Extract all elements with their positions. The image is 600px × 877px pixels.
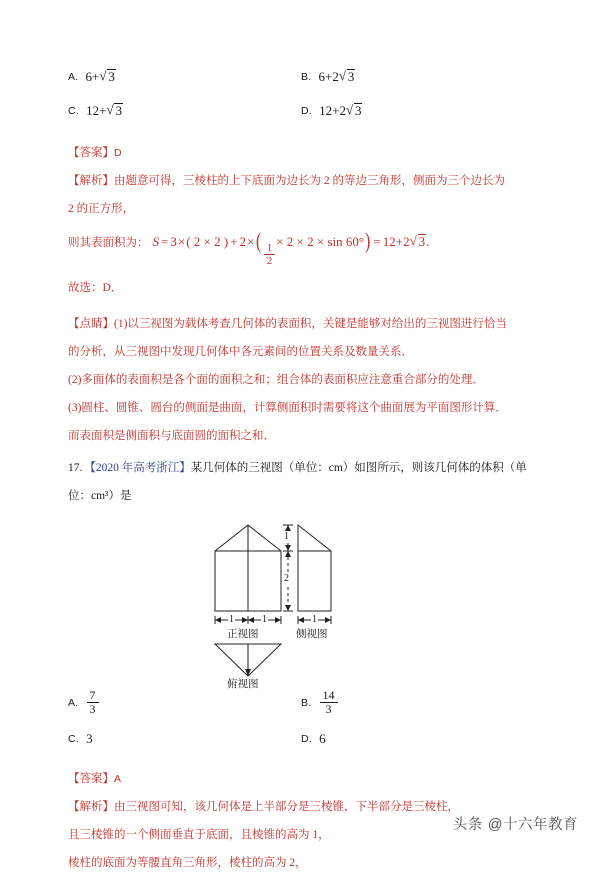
q16-analysis-text-2: 2 的正方形， [68, 203, 135, 215]
side-view-shape [298, 525, 331, 611]
q16-c-radicand: 3 [115, 103, 122, 118]
q17-option-c-label: C. [68, 732, 80, 745]
front-view-width-right-value: 1 [262, 613, 267, 625]
q16-formula-expression: S = 3×( 2 × 2 ) + 2×( $\frac{1}{2}$ × 2 × 2 × sin 60°) = 12+2 √ 3. [153, 223, 430, 268]
q16-formula-row [68, 223, 534, 268]
q16-option-d-label: D. [301, 105, 313, 117]
q16-formula-plus: + [230, 234, 238, 249]
q16-analysis-line-2 [68, 195, 534, 223]
q16-formula-t1: 3 [170, 234, 177, 249]
q17-option-d[interactable] [301, 724, 534, 754]
q16-option-d[interactable] [301, 96, 534, 126]
q16-options-row-1 [68, 62, 534, 92]
q16-tip-line-1 [68, 310, 534, 338]
q17-stem-text-1: 某几何体的三视图（单位：cm）如图所示，则该几何体的体积（单 [190, 461, 527, 474]
height-top-value: 1 [284, 530, 289, 542]
q16-option-d-expression [319, 96, 362, 126]
q17-option-b-fraction [320, 689, 338, 717]
q16-tip-line-2 [68, 338, 534, 366]
q16-d-coef: 2 [339, 103, 346, 118]
q16-option-b-label: B. [301, 71, 312, 83]
q16-c-sqrt-icon [106, 96, 123, 126]
q17-stem-text-2: 位：cm³）是 [68, 489, 132, 502]
q16-a-radicand: 3 [108, 69, 115, 84]
q16-b-sqrt-icon [339, 62, 356, 92]
q17-a-num: 7 [87, 689, 99, 703]
q17-option-d-value: 6 [319, 730, 326, 746]
q17-option-a-label: A. [68, 696, 79, 709]
q16-conclusion-row [68, 274, 534, 302]
front-view-shape [215, 525, 281, 611]
q16-formula-result-radicand: 3 [418, 234, 426, 249]
q16-tip-line-5 [68, 422, 534, 450]
watermark [453, 813, 578, 834]
q16-formula-result-plus: + [395, 234, 404, 249]
q17-option-a-fraction [87, 689, 99, 717]
q16-formula-lead: 则其表面积为： [68, 237, 149, 249]
q17-answer-row [68, 765, 534, 793]
q16-a-sqrt-icon [99, 62, 116, 92]
document-content [68, 62, 534, 877]
q16-formula-frac-num: 1 [264, 242, 276, 255]
side-view-label: 侧视图 [296, 627, 328, 640]
q16-b-radicand: 3 [347, 69, 355, 84]
q16-formula-t2: 2 [239, 234, 247, 249]
q17-answer-value: A [114, 772, 122, 785]
q16-tip-text-5: 而表面积是侧面积与底面圆的面积之和． [68, 429, 275, 442]
q17-option-d-label: D. [301, 732, 313, 745]
q17-analysis-tag: 【解析】 [68, 800, 114, 813]
q17-three-view-figure [68, 516, 534, 690]
q16-answer-row [68, 139, 534, 167]
q17-b-num: 14 [320, 689, 338, 703]
top-view-label: 俯视图 [227, 677, 259, 690]
q17-number: 17. [68, 461, 83, 474]
q16-formula-eq1: = [161, 234, 169, 249]
top-view-arrow-icon [245, 669, 251, 676]
q16-formula-half-fraction [264, 242, 276, 268]
q16-formula-times1: × [177, 234, 186, 249]
q16-conclusion-text: 故选：D． [68, 281, 123, 294]
q16-analysis-text-1: 由题意可得，三棱柱的上下底面为边长为 2 的等边三角形，侧面为三个边长为 [114, 175, 505, 187]
height-bottom-value: 2 [284, 572, 289, 584]
q16-formula-tail: × 2 × 2 × sin 60° [276, 234, 365, 249]
q16-b-coef: 2 [332, 69, 339, 84]
q17-stem-line-2 [68, 482, 534, 510]
q16-option-b[interactable] [301, 62, 534, 92]
q16-b-int: 6 [318, 69, 326, 84]
q16-analysis-tag: 【解析】 [68, 175, 114, 187]
watermark-handle: @十六年教育 [487, 817, 578, 833]
three-view-drawing [68, 516, 534, 686]
q16-b-plus: + [325, 69, 333, 84]
q16-tip-text-3: (2)多面体的表面积是各个面的面积之和；组合体的表面积应注意重合部分的处理． [68, 373, 484, 386]
q17-option-b[interactable] [301, 688, 534, 718]
q16-d-radicand: 3 [354, 103, 362, 118]
q17-stem-line-1 [68, 454, 534, 482]
q17-analysis-text-3: 棱柱的底面为等腰直角三角形，棱柱的高为 2， [68, 856, 307, 869]
q17-a-den: 3 [89, 702, 96, 717]
q17-option-c-value: 3 [86, 730, 93, 746]
q16-tip-text-4: (3)圆柱、圆锥、圆台的侧面是曲面，计算侧面积时需要将这个曲面展为平面图形计算． [68, 401, 507, 414]
q16-option-c[interactable] [68, 96, 301, 126]
q16-option-a-label: A. [68, 71, 79, 83]
q16-formula-frac-den: 2 [266, 255, 273, 268]
q17-analysis-line-3 [68, 849, 534, 877]
q16-a-plus: + [92, 69, 100, 84]
q17-b-den: 3 [325, 702, 332, 717]
q16-option-a[interactable] [68, 62, 301, 92]
q16-tip-text-2: 的分析，从三视图中发现几何体中各元素间的位置关系及数量关系． [68, 345, 413, 358]
q16-option-a-expression [86, 62, 116, 92]
q16-answer-value: D [114, 147, 122, 159]
q16-formula-s: S [152, 234, 159, 249]
q16-tip-tag: 【点睛】 [68, 317, 114, 330]
q17-option-c[interactable] [68, 724, 301, 754]
q16-option-c-label: C. [68, 105, 80, 117]
q16-formula-group-1: ( 2 × 2 ) [186, 234, 229, 249]
q16-option-b-expression [319, 62, 356, 92]
q16-options-row-2 [68, 96, 534, 126]
q16-formula-result-int: 12 [382, 234, 396, 249]
q16-analysis-line-1 [68, 167, 534, 195]
front-view-label: 正视图 [227, 627, 259, 640]
q16-d-sqrt-icon [346, 96, 363, 126]
q16-formula-result-coef: 2 [403, 234, 410, 249]
q16-tip-text-1: (1)以三视图为载体考查几何体的表面积，关键是能够对给出的三视图进行恰当 [114, 317, 507, 330]
q16-a-int: 6 [85, 69, 93, 84]
q17-options-row-2 [68, 724, 534, 754]
q16-c-int: 12 [86, 103, 100, 118]
q17-analysis-text-2: 且三棱锥的一个侧面垂直于底面，且棱锥的高为 1， [68, 828, 330, 841]
q16-c-plus: + [99, 103, 107, 118]
q16-formula-sqrt-icon [410, 223, 430, 261]
q17-option-b-label: B. [301, 696, 312, 709]
q16-formula-times2: × [247, 234, 255, 249]
q17-options-row-1 [68, 688, 534, 718]
front-view-width-left-value: 1 [229, 613, 234, 625]
q16-d-int: 12 [319, 103, 333, 118]
q16-formula-period: . [426, 234, 430, 249]
q17-source-tag: 【2020 年高考浙江】 [84, 461, 191, 474]
q16-tip-line-4 [68, 394, 534, 422]
q16-d-plus: + [332, 103, 340, 118]
q17-option-a[interactable] [68, 688, 301, 718]
q16-formula-eq2: = [373, 234, 381, 249]
watermark-brand: 头条 [452, 817, 483, 833]
q17-answer-tag: 【答案】 [68, 772, 114, 785]
q17-analysis-text-1: 由三视图可知，该几何体是上半部分是三棱锥，下半部分是三棱柱， [114, 800, 459, 813]
q16-answer-tag: 【答案】 [68, 147, 114, 159]
q16-tip-line-3 [68, 366, 534, 394]
side-view-width-value: 1 [312, 613, 317, 625]
q16-option-c-expression [86, 96, 123, 126]
